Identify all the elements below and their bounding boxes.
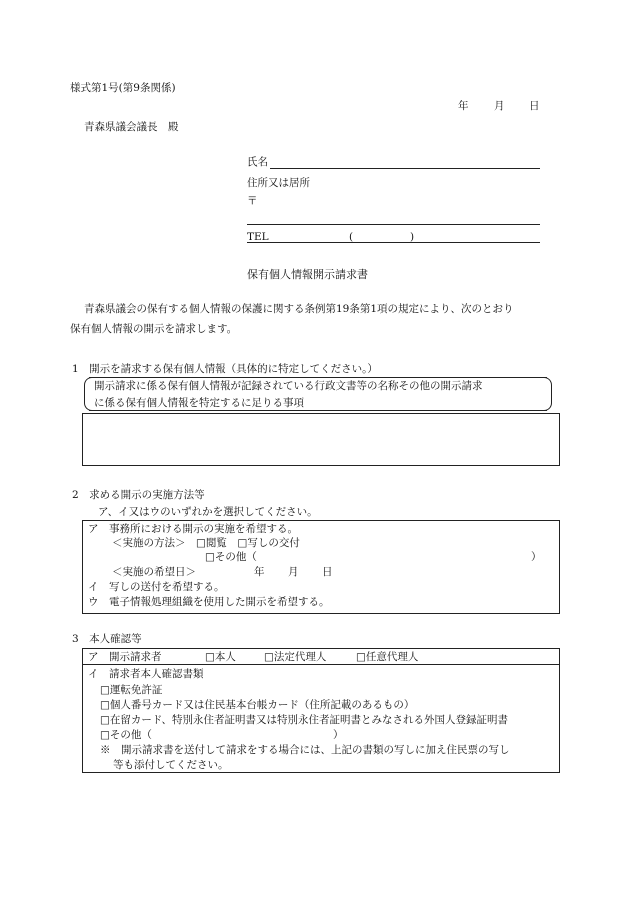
tel-label: TEL [247, 231, 269, 243]
doc-other[interactable]: □その他（ [100, 729, 152, 741]
intro-line-2: 保有個人情報の開示を請求します。 [70, 323, 238, 335]
desired-day-label: 日 [322, 566, 333, 578]
page-title: 保有個人情報開示請求書 [247, 268, 368, 281]
option-voluntary-agent[interactable]: □任意代理人 [356, 651, 419, 663]
postal-mark: 〒 [247, 195, 258, 207]
doc-drivers-license[interactable]: □運転免許証 [100, 684, 163, 696]
tel-field[interactable] [247, 242, 540, 243]
requester-type-label: ア 開示請求者 [88, 651, 162, 663]
section1-note-line-2: に係る保有個人情報を特定するに足りる事項 [94, 397, 304, 409]
section1-note-line-1: 開示請求に係る保有個人情報が記録されている行政文書等の名称その他の開示請求 [94, 380, 483, 392]
method-options[interactable]: ＜実施の方法＞ □閲覧 □写しの交付 [112, 537, 300, 549]
intro-line-1: 青森県議会の保有する個人情報の保護に関する条例第19条第1項の規定により、次のとおり [84, 303, 514, 315]
name-label: 氏名 [247, 156, 268, 168]
option-c-label[interactable]: ウ 電子情報処理組織を使用した開示を希望する。 [88, 596, 330, 608]
section3-heading: 3 本人確認等 [72, 633, 142, 645]
date-day-label: 日 [529, 100, 540, 112]
doc-other-close: ） [333, 729, 344, 741]
identity-divider [82, 664, 560, 665]
doc-residence-card[interactable]: □在留カード、特別永住者証明書又は特別永住者証明書とみなされる外国人登録証明書 [100, 714, 508, 726]
option-legal-agent[interactable]: □法定代理人 [264, 651, 327, 663]
tel-paren-open: ( [349, 231, 354, 243]
desired-year-label: 年 [254, 566, 265, 578]
addressee: 青森県議会議長 殿 [84, 121, 179, 133]
section2-heading: 2 求める開示の実施方法等 [72, 489, 205, 501]
option-a-label[interactable]: ア 事務所における開示の実施を希望する。 [88, 523, 298, 535]
address-field[interactable] [247, 224, 540, 225]
date-month-label: 月 [494, 100, 505, 112]
form-number: 様式第1号(第9条関係) [70, 82, 176, 94]
requested-info-field[interactable] [82, 413, 560, 466]
identity-note-line-2: 等も添付してください。 [113, 759, 229, 771]
doc-mynumber-card[interactable]: □個人番号カード又は住民基本台帳カード（住所記載のあるもの） [100, 699, 415, 711]
identity-note-line-1: ※ 開示請求書を送付して請求をする場合には、上記の書類の写しに加え住民票の写し [100, 744, 510, 756]
method-other-close: ） [531, 551, 542, 563]
id-docs-label: イ 請求者本人確認書類 [88, 668, 204, 680]
name-field[interactable] [270, 168, 540, 169]
date-year-label: 年 [458, 100, 469, 112]
section2-instruction: ア、イ又はウのいずれかを選択してください。 [98, 506, 318, 518]
option-self[interactable]: □本人 [205, 651, 236, 663]
desired-month-label: 月 [288, 566, 299, 578]
section1-heading: 1 開示を請求する保有個人情報（具体的に特定してください。） [72, 363, 378, 375]
method-other-option[interactable]: □その他（ [205, 551, 257, 563]
desired-date-label: ＜実施の希望日＞ [112, 566, 196, 578]
option-b-label[interactable]: イ 写しの送付を希望する。 [88, 581, 225, 593]
tel-paren-close: ) [410, 231, 415, 243]
address-label: 住所又は居所 [247, 177, 310, 189]
